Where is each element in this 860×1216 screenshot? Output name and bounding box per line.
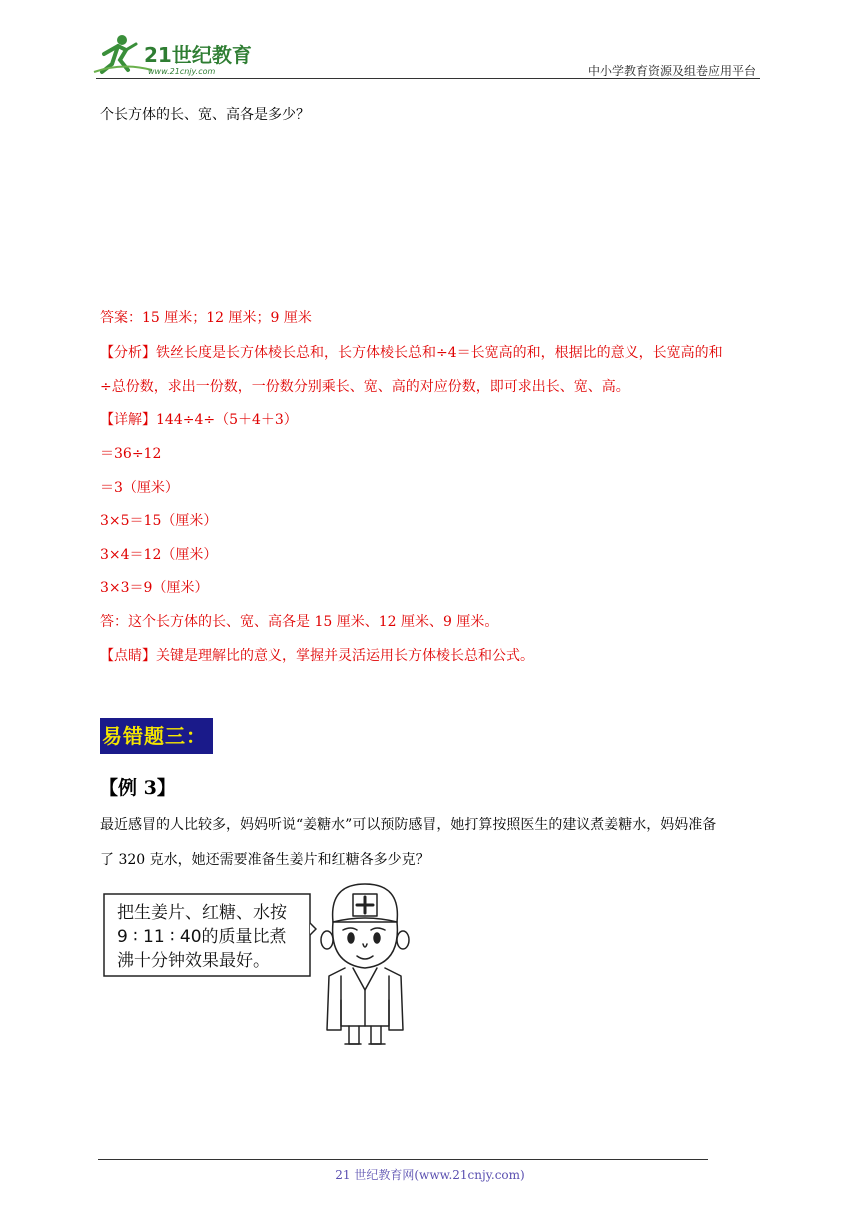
detail-line-4: 3×5＝15（厘米） — [100, 513, 218, 529]
speech-line-2: 9 ∶ 11 ∶ 40的质量比煮 — [117, 927, 287, 947]
medical-cross-icon — [353, 894, 377, 916]
analysis-line-2: ÷总份数，求出一份数，一份数分别乘长、宽、高的对应份数，即可求出长、宽、高。 — [100, 379, 630, 395]
speech-text — [117, 901, 317, 973]
site-logo — [92, 32, 262, 78]
reply-line: 答：这个长方体的长、宽、高各是 15 厘米、12 厘米、9 厘米。 — [100, 614, 499, 630]
detail-line-5: 3×4＝12（厘米） — [100, 547, 218, 563]
logo-text: 21世纪教育 — [144, 43, 252, 67]
answer-line: 答案：15 厘米；12 厘米；9 厘米 — [100, 310, 312, 326]
speech-line-3: 沸十分钟效果最好。 — [117, 951, 270, 971]
problem-line-1: 最近感冒的人比较多，妈妈听说“姜糖水”可以预防感冒，她打算按照医生的建议煮姜糖水，妈妈准备 — [100, 817, 717, 833]
comment-line: 【点睛】关键是理解比的意义，掌握并灵活运用长方体棱长总和公式。 — [100, 648, 534, 664]
example-label: 【例 3】 — [99, 777, 176, 799]
footer-text: 21 世纪教育网(www.21cnjy.com) — [335, 1168, 525, 1182]
doctor-illustration — [305, 880, 425, 1050]
logo-url: www.21cnjy.com — [148, 67, 216, 76]
detail-line-2: ＝36÷12 — [100, 446, 162, 462]
detail-line-3: ＝3（厘米） — [100, 480, 179, 496]
detail-line-6: 3×3＝9（厘米） — [100, 580, 209, 596]
problem-line-2: 了 320 克水，她还需要准备生姜片和红糖各多少克？ — [100, 852, 430, 868]
footer-divider — [98, 1159, 708, 1160]
detail-line-1: 【详解】144÷4÷（5＋4＋3） — [100, 412, 298, 428]
header-divider — [96, 78, 760, 79]
analysis-line-1: 【分析】铁丝长度是长方体棱长总和，长方体棱长总和÷4＝长宽高的和，根据比的意义，长宽高的和 — [100, 345, 723, 361]
section-title: 易错题三： — [100, 718, 213, 754]
question-text: 个长方体的长、宽、高各是多少？ — [100, 107, 310, 123]
speech-line-1: 把生姜片、红糖、水按 — [117, 903, 287, 923]
platform-label: 中小学教育资源及组卷应用平台 — [587, 64, 756, 78]
